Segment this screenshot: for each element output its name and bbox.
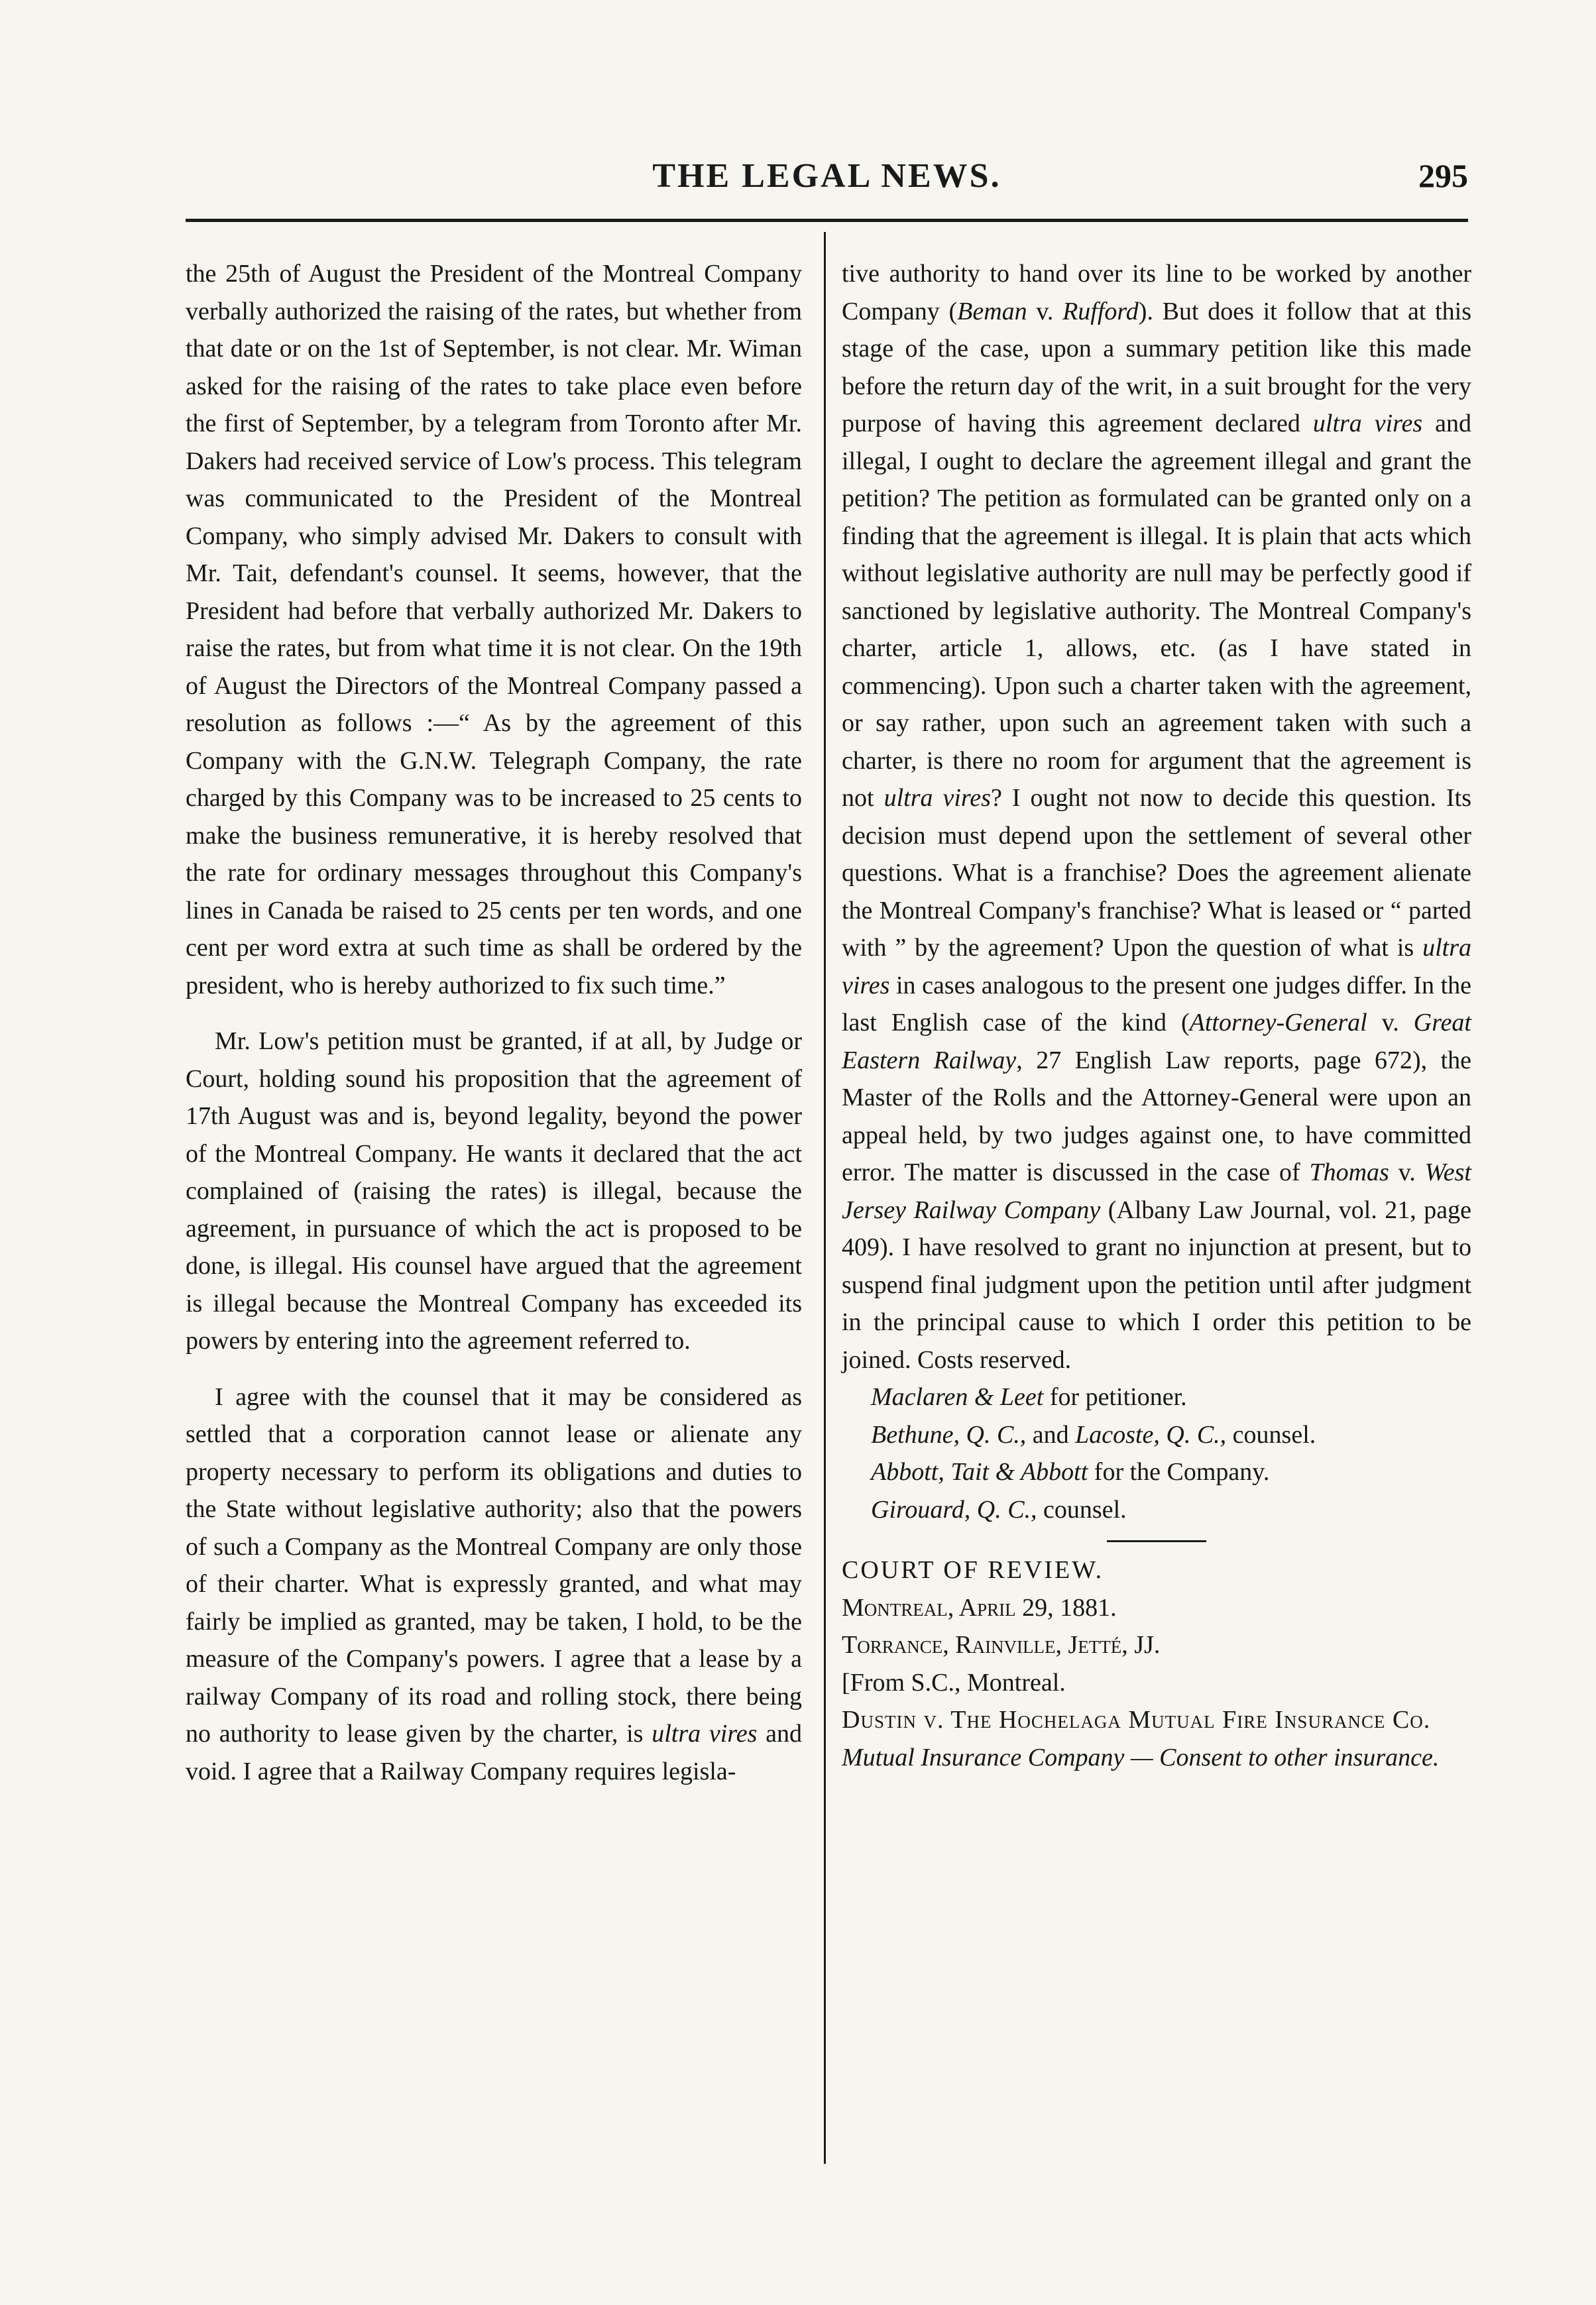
appearance-line: [842, 1416, 1471, 1454]
case-title: Dustin v. The Hochelaga Mutual Fire Insurance Co.: [842, 1706, 1431, 1734]
counsel-role: counsel.: [1037, 1495, 1127, 1524]
counsel-role: and: [1026, 1420, 1076, 1449]
counsel-names: Maclaren & Leet: [871, 1383, 1044, 1411]
from-line: [From S.C., Montreal.: [842, 1668, 1066, 1697]
text-run: v.: [1367, 1009, 1414, 1037]
appearance-line: [842, 1491, 1471, 1529]
case-name: Attorney-General: [1189, 1009, 1367, 1037]
appearance-line: [842, 1378, 1471, 1416]
latin-term: ultra vires: [842, 934, 1472, 999]
counsel-role: counsel.: [1226, 1420, 1316, 1449]
running-header: [186, 152, 1468, 205]
text-run: v.: [1027, 297, 1063, 325]
paragraph: Mr. Low's petition must be granted, if at all, by Judge or Court, holding sound his proposition that the agreement of 17th August was and is, beyond legality, beyond the power of the Montreal Company. He wants it declared that the act complained of (raising the rates) is illegal, because the agreement, in pursuance of which the act is proposed to be done, is illegal. His counsel have argued that the agreement is illegal because the Montreal Company has exceeded its powers by entering into the agreement referred to.: [186, 1027, 802, 1355]
column-divider: [824, 232, 826, 2164]
page-number: 295: [1418, 157, 1468, 194]
latin-term: ultra vires: [1312, 410, 1423, 437]
counsel-names: Bethune, Q. C.,: [871, 1420, 1027, 1449]
judges: Torrance, Rainville, Jetté, JJ.: [842, 1631, 1161, 1659]
case-name: Great Eastern Railway: [842, 1009, 1471, 1074]
counsel-role: for petitioner.: [1043, 1383, 1187, 1411]
dateline: Montreal, April 29, 1881.: [842, 1593, 1117, 1622]
court-heading: COURT OF REVIEW.: [842, 1556, 1104, 1584]
paragraph: [842, 255, 1471, 1378]
text-run: , 27 English Law reports, page 672), the Master of the Rolls and the Attorney-General were upon an appeal held, by two judges against one, to have committed error. The matter is discussed in the case of: [842, 1046, 1471, 1186]
text-run: v.: [1389, 1158, 1425, 1186]
text-run: tive authority to hand over its line to be worked by another Company (: [842, 260, 1471, 325]
counsel-names: Girouard, Q. C.,: [871, 1495, 1037, 1524]
header-rule: [186, 219, 1468, 222]
text-run: ? I ought not now to decide this question. Its decision must depend upon the settlement of several other questions. What is a franchise? Does the agreement alienate the Montreal Company's franchise? What is leased or “ parted with ” by the agreement? Upon the question of what is: [842, 784, 1472, 962]
text-run: and illegal, I ought to declare the agreement illegal and grant the petition? The petition as formulated can be granted only on a finding that the agreement is illegal. It is plain that acts which without legislative authority are null may be perfectly good if sanctioned by legislative authority. The Montreal Company's charter, article 1, allows, etc. (as I have stated in commencing). Upon such a charter taken with the agreement, or say rather, upon such an agreement taken with such a charter, is there no room for argument that the agreement is not: [842, 410, 1472, 812]
paragraph: [186, 1378, 802, 1791]
counsel-names: Abbott, Tait & Abbott: [871, 1458, 1088, 1486]
latin-term: ultra vires: [883, 784, 991, 812]
latin-term: ultra vires: [652, 1720, 758, 1748]
left-column: [186, 255, 802, 1790]
case-name: Rufford: [1062, 297, 1139, 325]
text-run: (Albany Law Journal, vol. 21, page 409). I have resolved to grant no injunction at present, but to suspend final judgment upon the petition until after judgment in the principal cause to which I order this petition to be joined. Costs reserved.: [842, 1196, 1472, 1374]
text-run: in cases analogous to the present one judges differ. In the last English case of the kind (: [842, 971, 1471, 1037]
headnote: Mutual Insurance Company — Consent to other insurance.: [842, 1743, 1440, 1771]
text-run: I agree with the counsel that it may be considered as settled that a corporation cannot lease or alienate any property necessary to perform its obligations and duties to the State without legislative authority; also that the powers of such a Company as the Montreal Company are only those of their charter. What is expressly granted, and what may fairly be implied as granted, may be taken, I hold, to be the measure of the Company's powers. I agree that a lease by a railway Company of its road and rolling stock, there being no authority to lease given by the charter, is: [186, 1382, 802, 1748]
running-title: THE LEGAL NEWS.: [652, 157, 1001, 195]
text-run: ). But does it follow that at this stage of the case, upon a summary petition like this made before the return day of the writ, in a suit brought for the very purpose of having this agreement declared: [842, 297, 1471, 437]
case-name: West Jersey Railway Company: [842, 1158, 1471, 1224]
counsel-names: Lacoste, Q. C.,: [1075, 1420, 1227, 1449]
counsel-role: for the Company.: [1088, 1458, 1270, 1486]
paragraph: the 25th of August the President of the Montreal Company verbally authorized the raising of the rates, but whether from that date or on the 1st of September, is not clear. Mr. Wiman asked for the raising of the rates to take place even before the first of September, by a telegram from Toronto after Mr. Dakers had received service of Low's process. This telegram was communicated to the President of the Montreal Company, who simply advised Mr. Dakers to consult with Mr. Tait, defendant's counsel. It seems, however, that the President had before that verbally authorized Mr. Dakers to raise the rates, but from what time it is not clear. On the 19th of August the Directors of the Montreal Company passed a resolution as follows :—“ As by the agreement of this Company with the G.N.W. Telegraph Company, the rate charged by this Company was to be increased to 25 cents to make the business remunerative, it is hereby resolved that the rate for ordinary messages throughout this Company's lines in Canada be raised to 25 cents per ten words, and one cent per word extra at such time as shall be ordered by the president, who is hereby authorized to fix such time.”: [186, 260, 802, 999]
text-run: and void. I agree that a Railway Company requires legisla-: [186, 1720, 802, 1785]
appearance-line: [842, 1453, 1471, 1491]
right-column: [842, 255, 1471, 1776]
case-name: Thomas: [1309, 1158, 1389, 1186]
case-name: Beman: [957, 297, 1027, 325]
section-rule: [1107, 1540, 1206, 1542]
